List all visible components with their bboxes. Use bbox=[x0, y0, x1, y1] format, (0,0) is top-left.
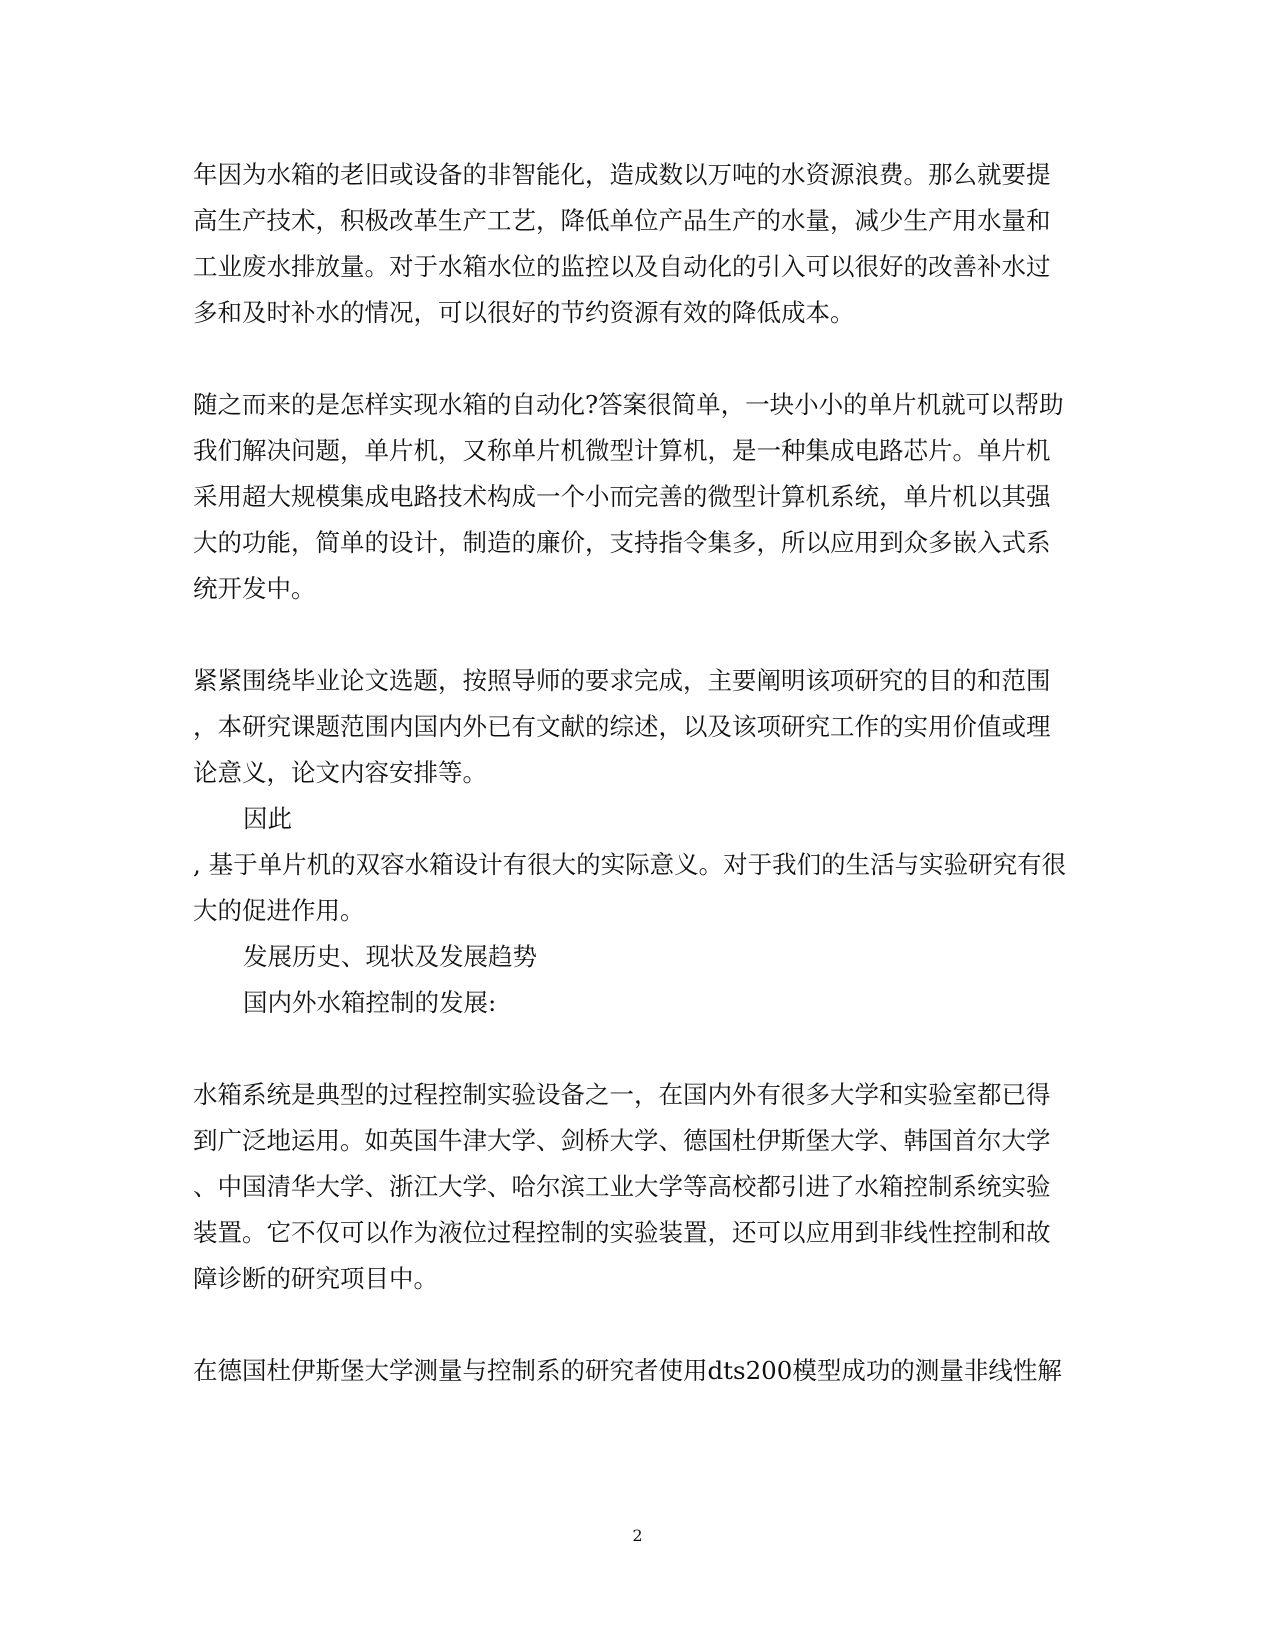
text-line: 论意义，论文内容安排等。 bbox=[193, 758, 487, 787]
section-heading: 发展历史、现状及发展趋势 bbox=[243, 942, 537, 971]
text-line: 年因为水箱的老旧或设备的非智能化，造成数以万吨的水资源浪费。那么就要提 bbox=[193, 160, 1051, 189]
text-line: 因此 bbox=[243, 804, 292, 833]
text-line: 多和及时补水的情况，可以很好的节约资源有效的降低成本。 bbox=[193, 298, 855, 327]
text-line: 装置。它不仅可以作为液位过程控制的实验装置，还可以应用到非线性控制和故 bbox=[193, 1218, 1051, 1247]
text-line: 大的功能，简单的设计，制造的廉价，支持指令集多，所以应用到众多嵌入式系 bbox=[193, 528, 1051, 557]
text-line: 到广泛地运用。如英国牛津大学、剑桥大学、德国杜伊斯堡大学、韩国首尔大学 bbox=[193, 1126, 1051, 1155]
text-line: , 基于单片机的双容水箱设计有很大的实际意义。对于我们的生活与实验研究有很 bbox=[193, 850, 1067, 879]
text-line: 大的促进作用。 bbox=[193, 896, 365, 925]
text-line: 我们解决问题，单片机，又称单片机微型计算机，是一种集成电路芯片。单片机 bbox=[193, 436, 1051, 465]
text-line: 障诊断的研究项目中。 bbox=[193, 1264, 438, 1293]
subsection-heading: 国内外水箱控制的发展: bbox=[243, 988, 497, 1017]
text-line: 随之而来的是怎样实现水箱的自动化?答案很简单，一块小小的单片机就可以帮助 bbox=[193, 390, 1064, 419]
text-line: 采用超大规模集成电路技术构成一个小而完善的微型计算机系统，单片机以其强 bbox=[193, 482, 1051, 511]
text-line: 统开发中。 bbox=[193, 574, 316, 603]
text-line: 水箱系统是典型的过程控制实验设备之一，在国内外有很多大学和实验室都已得 bbox=[193, 1080, 1051, 1109]
text-line: 在德国杜伊斯堡大学测量与控制系的研究者使用dts200模型成功的测量非线性解 bbox=[193, 1356, 1062, 1385]
text-line: 紧紧围绕毕业论文选题，按照导师的要求完成，主要阐明该项研究的目的和范围 bbox=[193, 666, 1051, 695]
text-line: 高生产技术，积极改革生产工艺，降低单位产品生产的水量，减少生产用水量和 bbox=[193, 206, 1051, 235]
text-line: ，本研究课题范围内国内外已有文献的综述，以及该项研究工作的实用价值或理 bbox=[193, 712, 1051, 741]
text-line: 、中国清华大学、浙江大学、哈尔滨工业大学等高校都引进了水箱控制系统实验 bbox=[193, 1172, 1051, 1201]
text-line: 工业废水排放量。对于水箱水位的监控以及自动化的引入可以很好的改善补水过 bbox=[193, 252, 1051, 281]
page-number: 2 bbox=[632, 1526, 643, 1545]
